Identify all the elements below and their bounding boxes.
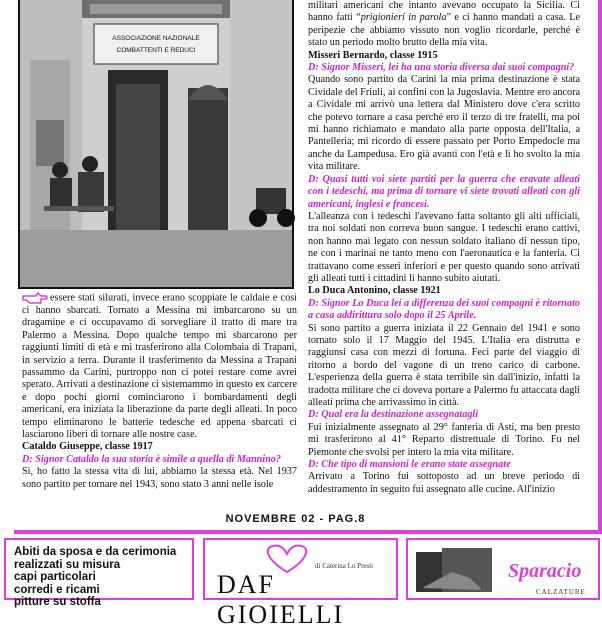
historic-photo: [18, 0, 294, 289]
interview-answer: Arrivato a Torino fui sottoposto ad un breve periodo di addestramento in seguito fui assegnato alle cucine. All'inizio: [308, 471, 580, 495]
interview-answer: Sì, ho fatto la stessa vita di lui, abbiamo la stessa età. Nel 1937 sono partito per tornare nel 1943, sono stato 3 anni nelle isole: [22, 466, 297, 490]
opening-text: militari americani che intanto avevano occupato la Sicilia. Ci hanno fatti “: [308, 0, 580, 24]
opening-emphasis: prigionieri in parola: [360, 12, 447, 24]
opening-text-end: ” e ci hanno mandati a casa. Le peripezie che abbiamo vissuto non voglio ricordarle, perché è stato un periodo molto brutto della mia vita.: [308, 12, 581, 49]
photo-illustration: [20, 0, 292, 287]
sign-line-2: COMBATTENTI E REDUCI: [116, 47, 196, 54]
interviewee-name: Misseri Bernardo, classe 1915: [308, 49, 438, 61]
opening-paragraph: [308, 0, 580, 50]
interviewee-name: Cataldo Giuseppe, classe 1917: [22, 441, 153, 453]
continuation-paragraph: essere stati silurati, invece erano scoppiate le caldaie e così ci hanno sbarcati. Tornato a Messina mi imbarcarono su un dragamine e ci occupavamo di sorvegliare il tratto di mare tra Palermo a Messina. Dopo qualche tempo mi sbarcarono per raggiunti limiti di età e mi trasferirono alla Colombaia di Trapani, in servizio a terra. Durante il trasferimento da Messina a Trapani passammo da Carini, purtroppo non ci potei restare come avrei sperato. Arrivati a destinazione ci sistemammo in questo ex carcere e dopo pochi giorni cominciarono i bombardamenti degli americani, era iniziata la liberazione da parte degli alleati. In poco tempo eliminarono le batterie tedesche ed appena sbarcati ci lasciarono liberi di tornare alle nostre case.: [22, 292, 297, 441]
right-column: [308, 0, 580, 496]
pointing-hand-icon: [22, 291, 48, 305]
left-column: [22, 291, 297, 491]
interviewee-name: Lo Duca Antonino, classe 1921: [308, 285, 441, 297]
interview-answer: L'alleanza con i tedeschi l'avevano fatta soltanto gli alti ufficiali, tra noi soldati non correva buon sangue. I tedeschi erano cattivi, non hanno mai legato con nessun soldato italiano di nessun tipo, ne con i marinai ne tanto meno con l'aeronautica e la fanteria. Ci trattavano come esseri inferiori e per questo quando sono arrivati gli alleati tutti i cittadini li hanno subito aiutati.: [308, 210, 580, 284]
jewelry-ad-owner: di Caterina Lo Presti: [315, 562, 374, 570]
interview-question: D: Che tipo di mansioni le erano state assegnate: [308, 459, 511, 471]
shoes-ad-brand: Sparacio: [508, 560, 582, 582]
bridal-ad-line: corredi e ricami: [14, 583, 100, 596]
shoe-box-image: [412, 542, 502, 600]
interview-question: D: Signor Lo Duca lei a differenza dei suoi compagni è ritornato a casa addirittura solo dopo il 25 Aprile.: [308, 297, 580, 322]
bridal-ad-text: [14, 546, 194, 609]
jewelry-ad-brand: DAF GIOIELLI: [217, 570, 345, 629]
bridal-ad-line: capi particolari: [14, 571, 96, 583]
page-footer-label: NOVEMBRE 02 - PAG.8: [208, 512, 383, 526]
jewelry-ad[interactable]: [203, 538, 398, 629]
bridal-ad-line: Abiti da sposa e da cerimonia: [14, 546, 177, 558]
shoes-ad[interactable]: [406, 538, 600, 600]
interview-answer: Quando sono partito da Carini la mia prima destinazione è stata Cividale del Friuli, ai confini con la Jugoslavia. Mentre ero ancora a Cividale mi arrivò una lettera dal Ministero dove c'era scritto che potevo tornare a casa perché ero il terzo di tre fratelli, ma poi mi hanno richiamato e mandato alla parte opposta dell'Italia, a Pantelleria; mi ricordo di essere passato per Porto Empedocle ma anche da Lampedusa. Ero già avanti con l'età e lì ho svolto la mia vita militare.: [308, 74, 580, 173]
interview-answer: Fui inizialmente assegnato al 29° fanteria di Asti, ma ben presto mi trasferirono al 41° Reparto distrettuale di Torino. Fu nel Piemonte che svolsi per intero la mia vita militare.: [308, 421, 580, 458]
interview-question: D: Qual era la destinazione assegnatagli: [308, 409, 479, 421]
sign-line-1: ASSOCIAZIONE NAZIONALE: [112, 35, 200, 42]
bridal-ad-line: realizzati su misura: [14, 558, 121, 571]
interview-question: D: Signor Misseri, lei ha una storia diversa dai suoi compagni?: [308, 62, 575, 74]
bridal-ad[interactable]: [4, 538, 194, 608]
interview-question: D: Quasi tutti voi siete partiti per la guerra che eravate alleati con i tedeschi, ma prima di tornare vi siete trovati alleati con gli americani, inglesi e francesi.: [308, 173, 580, 210]
interview-answer: Si sono partito a guerra iniziata il 22 Gennaio del 1941 e sono tornato solo il 17 Maggio del 1945. L'Italia era distrutta e raggiunsi casa con mezzi di fortuna. Feci parte del viaggio di ritorno a bordo del vagone di un treno carico di carbone. L'esperienza della guerra è stata terribile sin dall'inizio, infatti la tradotta militare che ci doveva portare a Palermo fu attaccata dagli alleati prima che arrivassimo in città.: [308, 322, 580, 408]
interview-question: D: Signor Cataldo la sua storia è simile a quella di Mannino?: [22, 453, 281, 465]
shoes-ad-subtitle: CALZATURE: [536, 588, 586, 596]
bridal-ad-line: pitture su stoffa: [14, 596, 101, 608]
